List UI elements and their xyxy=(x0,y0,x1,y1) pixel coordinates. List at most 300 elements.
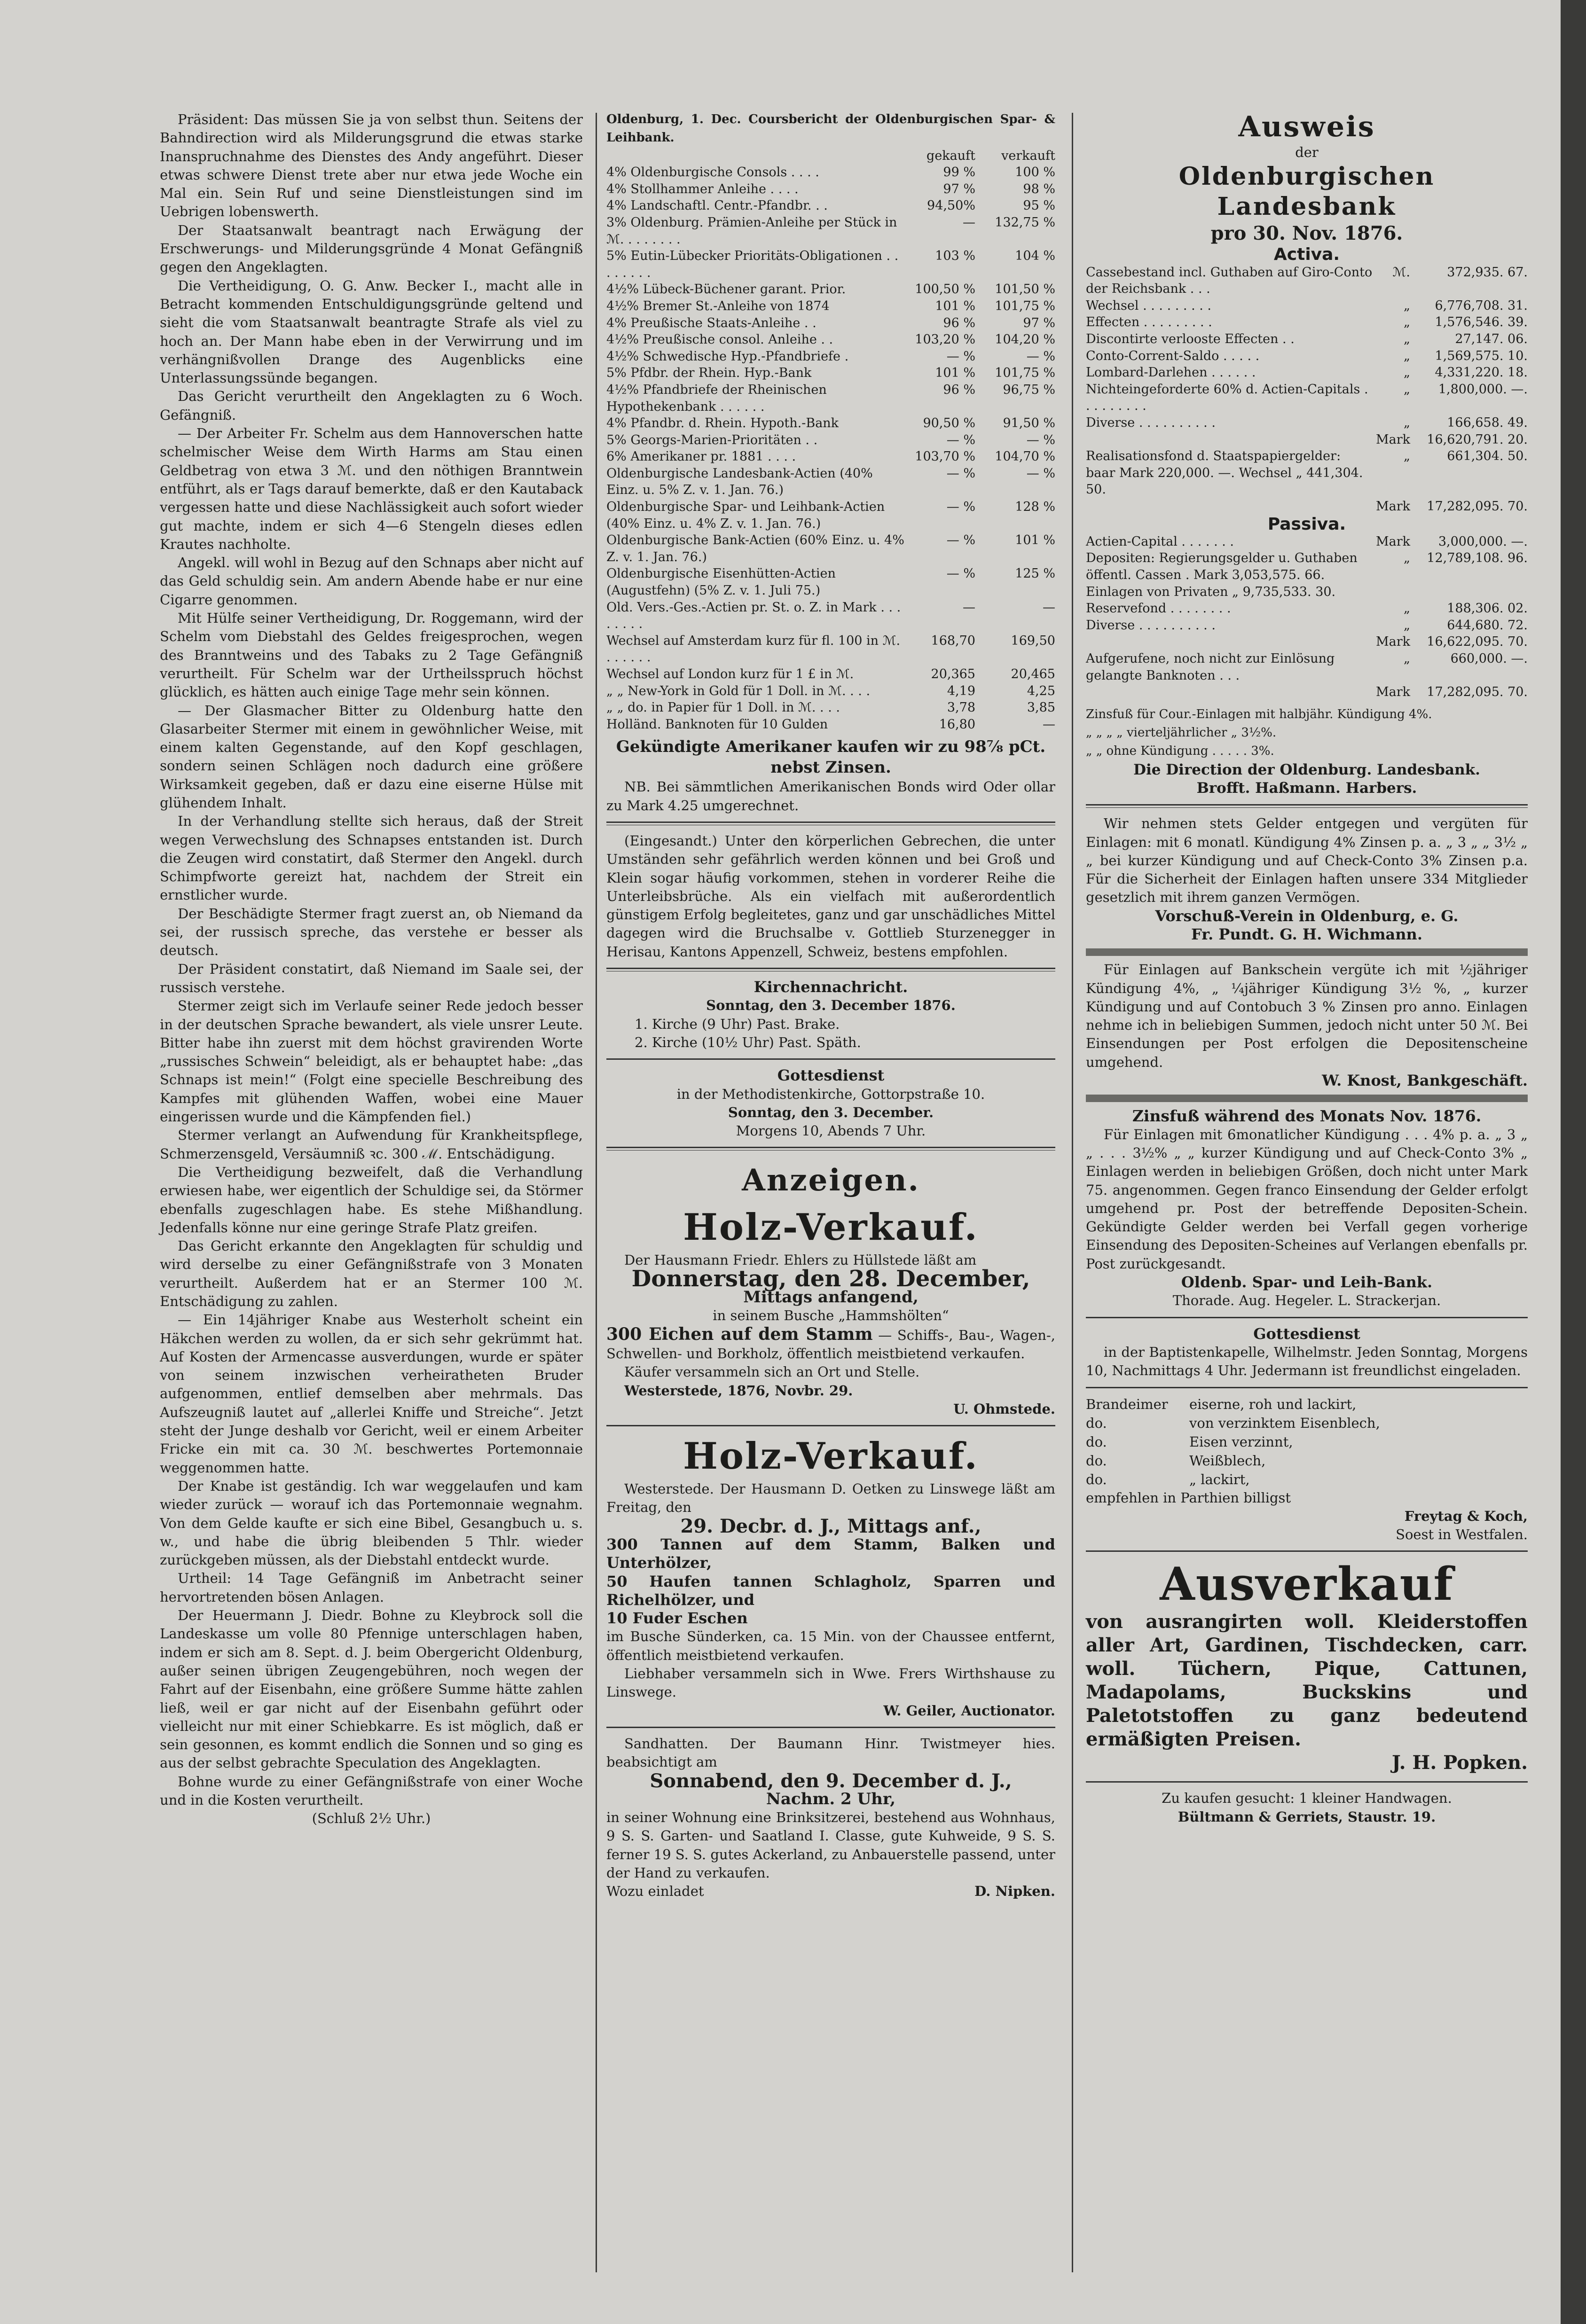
table-header xyxy=(606,148,1055,164)
column-header: gekauft xyxy=(926,148,975,163)
row-label: 4% Oldenburgische Consols . . . . xyxy=(606,165,819,180)
sparbank-name: Oldenb. Spar- und Leih-Bank. xyxy=(1181,1273,1433,1291)
paragraph: Präsident: Das müssen Sie ja von selbst thun. Seitens der Bahndirection wird als Milderungsgrund die etwas starke Inanspruchnahme des Dienstes des Andy angeführt. Dieser etwas schwere Dienst trete aber nur etwa jede Woche ein Mal ein. Sein Ruf und seine Dienstleistungen sind im Uebrigen lobenswerth. xyxy=(160,111,583,220)
row-label: 4½% Pfandbriefe der Rheinischen Hypothekenbank . . . . . . xyxy=(606,382,827,414)
row-value: 169,50 xyxy=(1011,633,1055,648)
divider xyxy=(606,822,1055,825)
row-label: Brandeimer xyxy=(1086,1396,1168,1412)
row-value: „ xyxy=(1404,551,1410,566)
holz-verkauf-title: Holz-Verkauf. xyxy=(683,1435,979,1478)
row-value: 17,282,095. 70. xyxy=(1427,499,1528,514)
paragraph: Stermer verlangt an Aufwendung für Krankheitspflege, Schmerzensgeld, Versäumniß ꝛc. 300 ℳ. Entschädigung. xyxy=(160,1127,583,1162)
row-value: ℳ. xyxy=(1392,265,1410,280)
row-label: 4% Pfandbr. d. Rhein. Hypoth.-Bank xyxy=(606,416,839,431)
row-value: — % xyxy=(1026,432,1055,447)
row-label xyxy=(1086,634,1373,650)
table-row xyxy=(1086,314,1528,331)
row-value: 125 % xyxy=(1015,566,1055,581)
row-label: 5% Georgs-Marien-Prioritäten . . xyxy=(606,432,818,447)
row-label: 4% Stollhammer Anleihe . . . . xyxy=(606,181,799,196)
divider xyxy=(606,1727,1055,1728)
row-value: 3,78 xyxy=(947,700,975,715)
row-label: Oldenburgische Bank-Actien (60% Einz. u. 4% Z. v. 1. Jan. 76.) xyxy=(606,533,904,564)
row-label: Lombard-Darlehen . . . . . . xyxy=(1086,365,1256,380)
ad-signature: U. Ohmstede. xyxy=(953,1401,1055,1417)
paragraph: Die Vertheidigung bezweifelt, daß die Verhandlung erwiesen habe, wer eigentlich der Schuldige sei, da Störmer ebenfalls zugeschlagen habe. Es stehe Mißhandlung. Jedenfalls könne nur eine geringe Strafe Platz greifen. xyxy=(160,1164,583,1236)
row-value: 20,365 xyxy=(931,667,975,681)
paragraph: Der Staatsanwalt beantragt nach Erwägung der Erschwerungs- und Milderungsgründe 4 Monat Gefängniß gegen den Angeklagten. xyxy=(160,222,583,275)
page-edge xyxy=(1561,0,1586,2324)
ad-text: im Busche Sünderken, ca. 15 Min. von der Chaussee entfernt, öffentlich meistbietend verkaufen. xyxy=(606,1628,1055,1663)
gottesdienst-line: Sonntag, den 3. December. xyxy=(728,1104,934,1120)
divider xyxy=(606,1058,1055,1060)
row-label: „ „ New-York in Gold für 1 Doll. in ℳ. . . . xyxy=(606,683,871,698)
row-label: Wechsel . . . . . . . . . xyxy=(1086,298,1211,313)
paragraph: Der Präsident constatirt, daß Niemand im Saale sei, der russisch verstehe. xyxy=(160,961,583,995)
row-label: do. xyxy=(1086,1415,1107,1431)
ausweis-der: der xyxy=(1295,144,1319,160)
table-row xyxy=(1086,600,1528,617)
gottesdienst-line: Morgens 10, Abends 7 Uhr. xyxy=(736,1123,926,1139)
ad-text: empfehlen in Parthien billigst xyxy=(1086,1489,1291,1506)
coursbericht-table xyxy=(606,148,1055,733)
row-value: Mark xyxy=(1375,634,1410,649)
ad-signature: Freytag & Koch, xyxy=(1404,1508,1528,1524)
row-value: 97 % xyxy=(1023,315,1055,330)
paragraph: Das Gericht verurtheilt den Angeklagten zu 6 Woch. Gefängniß. xyxy=(160,388,583,423)
row-label: do. xyxy=(1086,1452,1107,1469)
row-label: Conto-Corrent-Saldo . . . . . xyxy=(1086,348,1260,363)
row-value: 98 % xyxy=(1023,181,1055,196)
ad-text: in seiner Wohnung eine Brinksitzerei, bestehend aus Wohnhaus, 9 S. S. Garten- und Saatland I. Classe, gute Kuhweide, 9 S. S. ferner 19 S. S. gutes Ackerland, zu Anbauerstelle passend, unter der Hand zu verkaufen. xyxy=(606,1809,1055,1881)
kirchen-title: Kirchennachricht. xyxy=(754,978,908,996)
row-label xyxy=(1086,431,1373,448)
row-label: 5% Eutin-Lübecker Prioritäts-Obligationen . . . . . . . . xyxy=(606,249,899,280)
table-row xyxy=(606,348,1055,365)
ad-text: Liebhaber versammeln sich in Wwe. Frers Wirthshause zu Linswege. xyxy=(606,1666,1055,1700)
row-value: 1,569,575. 10. xyxy=(1435,348,1528,363)
ad-date: 29. Decbr. d. J., Mittags anf., xyxy=(680,1515,981,1537)
row-value: 103 % xyxy=(935,249,975,264)
divider xyxy=(1086,804,1528,808)
ausverkauf-signature: J. H. Popken. xyxy=(1391,1752,1528,1774)
row-label: Wechsel auf London kurz für 1 £ in ℳ. xyxy=(606,667,854,681)
row-value: 104,70 % xyxy=(995,449,1055,464)
ad-signature: D. Nipken. xyxy=(974,1883,1055,1900)
table-row xyxy=(606,315,1055,332)
row-label xyxy=(1086,684,1373,701)
row-value: „ xyxy=(1404,601,1410,616)
row-value: „ lackirt, xyxy=(1189,1471,1250,1487)
table-row xyxy=(606,164,1055,181)
ad-text: Westerstede. Der Hausmann D. Oetken zu Linswege läßt am Freitag, den xyxy=(606,1481,1055,1516)
passiva-heading: Passiva. xyxy=(1267,514,1346,534)
ad-item: 300 Tannen auf dem Stamm, Balken und Unterhölzer, xyxy=(606,1535,1055,1572)
row-value: Mark xyxy=(1375,499,1410,514)
row-value: „ xyxy=(1404,365,1410,380)
coursbericht-title: Oldenburg, 1. Dec. Coursbericht der Oldenburgischen Spar- & Leihbank. xyxy=(606,112,1055,145)
table-row xyxy=(1086,617,1528,634)
table-row xyxy=(606,248,1055,281)
row-value: 100 % xyxy=(1015,165,1055,180)
table-row xyxy=(606,633,1055,666)
row-value: 103,70 % xyxy=(915,449,975,464)
paragraph: Urtheil: 14 Tage Gefängniß im Anbetracht seiner hervortretenden bösen Anlagen. xyxy=(160,1570,583,1605)
row-label xyxy=(1086,498,1373,515)
table-row xyxy=(606,716,1055,733)
row-value: 166,658. 49. xyxy=(1447,415,1528,430)
paragraph: Bohne wurde zu einer Gefängnißstrafe von einer Woche und in die Kosten verurtheilt. xyxy=(160,1773,583,1808)
divider xyxy=(1086,1095,1528,1102)
row-label: 4½% Lübeck-Büchener garant. Prior. xyxy=(606,282,846,297)
brandeimer-table xyxy=(1086,1395,1528,1489)
kirchen-line: 1. Kirche (9 Uhr) Past. Brake. xyxy=(635,1016,840,1032)
ad-date: Sonnabend, den 9. December d. J., xyxy=(650,1769,1012,1792)
row-value: 101 % xyxy=(935,366,975,381)
ad-item: 10 Fuder Eschen xyxy=(606,1609,748,1628)
row-value: 96,75 % xyxy=(1003,382,1055,397)
row-label: 5% Pfdbr. der Rhein. Hyp.-Bank xyxy=(606,366,812,381)
row-value: 101 % xyxy=(935,298,975,313)
table-row xyxy=(606,499,1055,532)
row-value: 3,000,000. —. xyxy=(1438,534,1528,549)
paragraph: Der Heuermann J. Diedr. Bohne zu Kleybrock soll die Landeskasse um volle 80 Pfennige unterschlagen haben, indem er sich am 8. Sept. d. J. beim Obergericht Oldenburg, außer seinen übrigen Zeugengebühren, noch wegen der Fahrt auf der Eisenbahn, eine größere Summe hätte zahlen ließ, weil er gar nicht auf der Eisenbahn geführt oder vielleicht nur mit einer Schiebkarre. Es ist möglich, daß er sein gesonnen, es kommt endlich die Sonnen und so ging es aus der selbst gebrachte Speculation des Angeklagten. xyxy=(160,1607,583,1771)
table-row xyxy=(1086,684,1528,701)
row-value: 95 % xyxy=(1023,198,1055,213)
row-value: — % xyxy=(946,566,975,581)
direction-title: Die Direction der Oldenburg. Landesbank. xyxy=(1133,761,1480,778)
table-row xyxy=(606,666,1055,683)
column-header: verkauft xyxy=(1001,148,1055,163)
row-label: Realisationsfond d. Staatspapiergelder: baar Mark 220,000. —. Wechsel „ 441,304. 50. xyxy=(1086,449,1363,497)
table-row xyxy=(606,532,1055,565)
row-value: 20,465 xyxy=(1011,667,1055,681)
row-label: do. xyxy=(1086,1433,1107,1450)
zins-line: „ „ ohne Kündigung . . . . . 3%. xyxy=(1086,744,1274,759)
row-value: — xyxy=(963,215,975,230)
row-label: Aufgerufene, noch nicht zur Einlösung gelangte Banknoten . . . xyxy=(1086,651,1335,683)
column-rule xyxy=(1072,113,1073,2272)
row-label: Depositen: Regierungsgelder u. Guthaben öffentl. Cassen . Mark 3,053,575. 66. Einlagen von Privaten „ 9,735,533. 30. xyxy=(1086,551,1358,599)
row-label: do. xyxy=(1086,1471,1107,1487)
gesucht-signature: Bültmann & Gerriets, Staustr. 19. xyxy=(1178,1808,1436,1825)
row-value: 132,75 % xyxy=(995,215,1055,230)
paragraph: Die Vertheidigung, O. G. Anw. Becker I., macht alle in Betracht kommenden Entschuldigungsgründe geltend und sieht die vom Staatsanwalt beantragte Strafe als viel zu hoch an. Der Mann habe eben in der Verwirrung und im verhängnißvollen Drange des Augenblicks eine Unterlassungssünde begangen. xyxy=(160,277,583,386)
row-value: „ xyxy=(1404,651,1410,666)
row-value: 101 % xyxy=(1015,533,1055,548)
knost-signature: W. Knost, Bankgeschäft. xyxy=(1322,1072,1528,1090)
table-row xyxy=(1086,264,1528,297)
table-row xyxy=(1086,348,1528,365)
closing-note: (Schluß 2½ Uhr.) xyxy=(312,1810,431,1827)
table-row xyxy=(606,683,1055,700)
table-row xyxy=(606,432,1055,449)
table-row xyxy=(1086,1451,1528,1470)
table-row xyxy=(1086,415,1528,431)
row-label: „ „ do. in Papier für 1 Doll. in ℳ. . . . xyxy=(606,700,840,715)
table-row xyxy=(1086,1432,1528,1451)
divider xyxy=(1086,1317,1528,1318)
row-label: Oldenburgische Spar- und Leihbank-Actien (40% Einz. u. 4% Z. v. 1. Jan. 76.) xyxy=(606,500,885,531)
row-value: 660,000. —. xyxy=(1450,651,1528,666)
paragraph: — Ein 14jähriger Knabe aus Westerholt scheint ein Häkchen werden zu wollen, da er sich sehr gekrümmt hat. Auf Kosten der Armencasse ausverdungen, wurde er später von seinem inzwischen verheiratheten Bruder aufgenommen, entlief demselben aber mehrmals. Das Aufszeugniß lautet auf „allerlei Kniffe und Streiche“. Jetzt steht der Junge deshalb vor Gericht, weil er einem Arbeiter Fricke ein mit ca. 30 ℳ. beschwertes Portemonnaie weggenommen hatte. xyxy=(160,1312,583,1476)
row-value: 104,20 % xyxy=(995,332,1055,347)
row-value: 1,576,546. 39. xyxy=(1435,315,1528,330)
ad-text: Wozu einladet xyxy=(606,1883,704,1900)
row-value: 27,147. 06. xyxy=(1455,331,1528,346)
row-value: 16,620,791. 20. xyxy=(1427,432,1528,447)
paragraph: — Der Glasmacher Bitter zu Oldenburg hatte den Glasarbeiter Stermer mit einem in gewöhnlicher Weise, mit einem kalten Gegenstande, auf den Kopf geschlagen, sondern seinen Schlägen noch dadurch eine größere Wirksamkeit gegeben, daß er dazu eine eiserne Hülse mit glühendem Inhalt. xyxy=(160,702,583,811)
ad-item: 50 Haufen tannen Schlagholz, Sparren und Richelhölzer, und xyxy=(606,1572,1055,1609)
row-label: Holländ. Banknoten für 10 Gulden xyxy=(606,717,828,732)
row-value: Mark xyxy=(1375,685,1410,700)
ausweis-date: pro 30. Nov. 1876. xyxy=(1210,222,1403,245)
row-value: Mark xyxy=(1375,432,1410,447)
row-value: 661,304. 50. xyxy=(1447,449,1528,464)
sparbank-signature: Thorade. Aug. Hegeler. L. Strackerjan. xyxy=(1172,1292,1441,1309)
right-column xyxy=(1086,110,1528,1826)
gottesdienst-title: Gottesdienst xyxy=(1253,1324,1360,1343)
ad-signature: W. Geiler, Auctionator. xyxy=(883,1702,1055,1719)
table-row xyxy=(1086,550,1528,600)
row-value: „ xyxy=(1404,449,1410,464)
row-value: 96 % xyxy=(943,315,975,330)
row-value: 3,85 xyxy=(1027,700,1055,715)
table-row xyxy=(1086,1414,1528,1432)
row-label: 4% Preußische Staats-Anleihe . . xyxy=(606,315,817,330)
paragraph: In der Verhandlung stellte sich heraus, daß der Streit wegen Verwechslung des Schnapses entstanden ist. Durch die Zeugen wird constatirt, daß Stermer den Angekl. durch Schimpfworte gereizt hat, nachdem der Streit ein ernstlicher wurde. xyxy=(160,813,583,903)
row-value: 103,20 % xyxy=(915,332,975,347)
table-row xyxy=(606,448,1055,465)
row-value: — % xyxy=(946,500,975,515)
paragraph: Der Knabe ist geständig. Ich war weggelaufen und kam wieder zurück — worauf ich das Portemonnaie wegnahm. Von dem Gelde kaufte er sich eine Bibel, Gesangbuch u. s. w., und habe die übrig bleibenden 5 Thlr. wieder zurückgeben müssen, als der Diebstahl entdeckt wurde. xyxy=(160,1478,583,1568)
row-value: eiserne, roh und lackirt, xyxy=(1189,1396,1357,1412)
row-value: „ xyxy=(1404,298,1410,313)
paragraph: Stermer zeigt sich im Verlaufe seiner Rede jedoch besser in der deutschen Sprache bewandert, als viele unsrer Leute. Bitter habe ihn zuerst mit dem höchst gravirenden Worte „russisches Schwein“ beleidigt, als er behauptet habe: „das Schnaps ist mein!“ (Folgt eine specielle Beschreibung des Kampfes mit glühenden Waffen, wobei eine Mauer eingerissen wurde und die Kämpfenden fiel.) xyxy=(160,998,583,1125)
ad-time: Nachm. 2 Uhr, xyxy=(766,1789,896,1808)
table-row xyxy=(1086,498,1528,515)
row-label: Effecten . . . . . . . . . xyxy=(1086,315,1212,330)
row-label: Diverse . . . . . . . . . . xyxy=(1086,618,1216,633)
row-value: „ xyxy=(1404,331,1410,346)
row-value: 96 % xyxy=(943,382,975,397)
ausweis-title: Ausweis xyxy=(1238,110,1375,143)
table-row xyxy=(1086,364,1528,381)
anzeigen-heading: Anzeigen. xyxy=(742,1163,920,1198)
ad-signature: Soest in Westfalen. xyxy=(1396,1526,1528,1543)
holz-verkauf-title: Holz-Verkauf. xyxy=(683,1206,979,1249)
row-label: Cassebestand incl. Guthaben auf Giro-Conto der Reichsbank . . . xyxy=(1086,265,1373,297)
table-row xyxy=(1086,1470,1528,1489)
row-value: 644,680. 72. xyxy=(1447,618,1528,633)
row-value: 101,50 % xyxy=(995,282,1055,297)
table-row xyxy=(1086,650,1528,684)
gottesdienst-line: in der Methodistenkirche, Gottorpstraße 10. xyxy=(676,1086,985,1102)
activa-heading: Activa. xyxy=(1273,245,1340,265)
row-label: 4½% Preußische consol. Anleihe . . xyxy=(606,332,833,347)
table-row xyxy=(606,415,1055,432)
ad-text: Sandhatten. Der Baumann Hinr. Twistmeyer hies. beabsichtigt am xyxy=(606,1735,1055,1770)
row-value: „ xyxy=(1404,348,1410,363)
sparbank-title: Zinsfuß während des Monats Nov. 1876. xyxy=(1132,1107,1482,1126)
row-value: 4,25 xyxy=(1027,683,1055,698)
row-label: Diverse . . . . . . . . . . xyxy=(1086,415,1216,430)
divider xyxy=(1086,1781,1528,1783)
passiva-table xyxy=(1086,533,1528,701)
row-label: 4½% Schwedische Hyp.-Pfandbriefe . xyxy=(606,349,849,364)
table-row xyxy=(606,298,1055,315)
row-label: 4% Landschaftl. Centr.-Pfandbr. . . xyxy=(606,198,828,213)
row-value: 94,50% xyxy=(927,198,975,213)
row-label: Reservefond . . . . . . . . xyxy=(1086,601,1231,616)
table-row xyxy=(606,181,1055,198)
ad-time: Mittags anfangend, xyxy=(743,1288,919,1307)
eingesandt-text: (Eingesandt.) Unter den körperlichen Gebrechen, die unter Umständen sehr gefährlich werden können und bei Groß und Klein sogar häufig vorkommen, stehen in vorderer Reihe die Unterleibsbrüche. Als ein vielfach mit außerordentlich günstigem Erfolg begleitetes, ganz und gar unschädliches Mittel dagegen wird die Bruchsalbe v. Gottlieb Sturzenegger in Herisau, Kantons Appenzell, Schweiz, bestens empfohlen. xyxy=(606,832,1055,960)
row-value: 16,80 xyxy=(939,717,975,732)
row-value: — xyxy=(963,600,975,615)
gesucht-text: Zu kaufen gesucht: 1 kleiner Handwagen. xyxy=(1162,1790,1452,1807)
table-row xyxy=(1086,448,1528,498)
row-value: 4,19 xyxy=(947,683,975,698)
row-value: 104 % xyxy=(1015,249,1055,264)
kirchen-date: Sonntag, den 3. December 1876. xyxy=(706,997,956,1014)
ad-place: in seinem Busche „Hammshölten“ xyxy=(713,1307,949,1324)
bank-name: Oldenburgischen Landesbank xyxy=(1178,162,1435,221)
table-row xyxy=(606,382,1055,415)
row-value: „ xyxy=(1404,415,1410,430)
row-value: „ xyxy=(1404,618,1410,633)
table-row xyxy=(606,599,1055,633)
divider xyxy=(1086,1550,1528,1552)
gottesdienst-title: Gottesdienst xyxy=(777,1066,885,1085)
row-value: — % xyxy=(1026,349,1055,364)
divider xyxy=(1086,1387,1528,1388)
ad-text: Käufer versammeln sich an Ort und Stelle. xyxy=(624,1364,920,1380)
row-label: Actien-Capital . . . . . . . xyxy=(1086,534,1234,549)
table-row xyxy=(1086,381,1528,415)
row-value: — % xyxy=(946,349,975,364)
gottesdienst-text: in der Baptistenkapelle, Wilhelmstr. Jeden Sonntag, Morgens 10, Nachmittags 4 Uhr. Jedermann ist freundlichst eingeladen. xyxy=(1086,1344,1528,1379)
paragraph: Der Beschädigte Stermer fragt zuerst an, ob Niemand da sei, der russisch spreche, das verstehe er besser als deutsch. xyxy=(160,905,583,959)
table-row xyxy=(606,214,1055,248)
table-row xyxy=(1086,297,1528,314)
row-value: 188,306. 02. xyxy=(1447,601,1528,616)
table-row xyxy=(606,281,1055,298)
divider xyxy=(606,968,1055,971)
row-label: Discontirte verlooste Effecten . . xyxy=(1086,331,1295,346)
divider xyxy=(1086,948,1528,956)
knost-text: Für Einlagen auf Bankschein vergüte ich mit ½jähriger Kündigung 4%, „ ¼jähriger Kündigung 3½ %, „ kurzer Kündigung und auf Contobuch 3 % Zinsen pro anno. Einlagen nehme ich in beliebigen Summen, jedoch nicht unter 50 ℳ. Bei Einsendungen per Post erfolgen die Depositenscheine umgehend. xyxy=(1086,962,1528,1070)
paragraph: Das Gericht erkannte den Angeklagten für schuldig und wird derselbe zu einer Gefängnißstrafe von 3 Monaten verurtheilt. Außerdem hat er an Stermer 100 ℳ. Entschädigung zu zahlen. xyxy=(160,1238,583,1309)
ad-date: Westerstede, 1876, Novbr. 29. xyxy=(624,1382,853,1399)
table-row xyxy=(1086,634,1528,650)
row-value: 101,75 % xyxy=(995,298,1055,313)
table-row xyxy=(1086,431,1528,448)
row-value: 101,75 % xyxy=(995,366,1055,381)
table-row xyxy=(606,331,1055,348)
row-value: Eisen verzinnt, xyxy=(1189,1433,1293,1450)
ad-highlight: 300 Eichen auf dem Stamm xyxy=(606,1324,873,1344)
row-value: 99 % xyxy=(943,165,975,180)
row-value: — xyxy=(1043,717,1055,732)
ad-text: Der Hausmann Friedr. Ehlers zu Hüllstede läßt am xyxy=(624,1252,977,1268)
row-value: 4,331,220. 18. xyxy=(1435,365,1528,380)
table-row xyxy=(606,465,1055,499)
row-value: 17,282,095. 70. xyxy=(1427,685,1528,700)
row-label: 4½% Bremer St.-Anleihe von 1874 xyxy=(606,298,830,313)
activa-table xyxy=(1086,264,1528,515)
row-value: 168,70 xyxy=(931,633,975,648)
row-value: 372,935. 67. xyxy=(1447,265,1528,280)
row-value: 12,789,108. 96. xyxy=(1427,551,1528,566)
zins-line: „ „ „ „ vierteljährlicher „ 3½%. xyxy=(1086,726,1277,740)
zins-line: Zinsfuß für Cour.-Einlagen mit halbjähr. Kündigung 4%. xyxy=(1086,707,1432,721)
paragraph: Mit Hülfe seiner Vertheidigung, Dr. Roggemann, wird der Schelm vom Diebstahl des Geldes freigesprochen, wegen des Branntweins und des Tabaks zu 2 Tage Gefängniß verurtheilt. Für Schelm war der Urtheilsspruch höchst glücklich, es hätten auch einige Tage mehr sein können. xyxy=(160,610,583,700)
divider xyxy=(606,1147,1055,1150)
row-value: — % xyxy=(946,432,975,447)
middle-column xyxy=(606,110,1055,1901)
row-value: 100,50 % xyxy=(915,282,975,297)
row-value: 97 % xyxy=(943,181,975,196)
table-row xyxy=(606,699,1055,716)
row-value: 16,622,095. 70. xyxy=(1427,634,1528,649)
court-report-column xyxy=(160,110,583,1828)
row-value: 128 % xyxy=(1015,500,1055,515)
row-value: 91,50 % xyxy=(1003,416,1055,431)
direction-names: Brofft. Haßmann. Harbers. xyxy=(1196,779,1417,797)
row-value: Weißblech, xyxy=(1189,1452,1266,1469)
sparbank-text: Für Einlagen mit 6monatlicher Kündigung . . . 4% p. a. „ 3 „ „ . . . 3½% „ „ kurzer Kündigung und auf Check-Conto 3% „ Einlagen werden in beliebigen Größen, doch nicht unter Mark 75. angenommen. Gegen franco Einsendung der Gelder erfolgt umgehend pr. Post der betreffende Depositen-Schein. Gekündigte Gelder werden bei Verfall gegen vorherige Einsendung des Depositen-Scheines auf Verlangen ebenfalls pr. Post zurückgesandt. xyxy=(1086,1126,1528,1272)
row-label: Oldenburgische Landesbank-Actien (40% Einz. u. 5% Z. v. 1. Jan. 76.) xyxy=(606,466,873,498)
row-label: Oldenburgische Eisenhütten-Actien (Augustfehn) (5% Z. v. 1. Juli 75.) xyxy=(606,566,836,598)
row-label: Nichteingeforderte 60% d. Actien-Capitals . . . . . . . . . xyxy=(1086,382,1368,414)
vorschuss-text: Wir nehmen stets Gelder entgegen und vergüten für Einlagen: mit 6 monatl. Kündigung 4% Zinsen p. a. „ 3 „ „ 3½ „ „ bei kurzer Kündigung und auf Check-Conto 3% Zinsen p.a. Für die Sicherheit der Einlagen haften unsere 334 Mitglieder gesetzlich mit ihrem ganzen Vermögen. xyxy=(1086,815,1528,906)
table-row xyxy=(606,565,1055,599)
ad-date: Donnerstag, den 28. December, xyxy=(631,1265,1030,1292)
paragraph: — Der Arbeiter Fr. Schelm aus dem Hannoverschen hatte schelmischer Weise dem Wirth Harms am Stau einen Geldbetrag von etwa 3 ℳ. und den nöthigen Branntwein entführt, als er Tags darauf bemerkte, daß er den Kautaback vergessen hatte und diese Nachlässigkeit auch sofort wieder gut machte, indem er sich 4—6 Stengeln dieses edlen Krautes nachholte. xyxy=(160,425,583,552)
table-row xyxy=(1086,533,1528,550)
table-row xyxy=(1086,1395,1528,1414)
amerikaner-notice: Gekündigte Amerikaner kaufen wir zu 98⅞ pCt. nebst Zinsen. xyxy=(616,737,1046,777)
ausverkauf-text: von ausrangirten woll. Kleiderstoffen aller Art, Gardinen, Tischdecken, carr. woll. Tüchern, Pique, Cattunen, Madapolams, Buckskins und Paletotstoffen zu ganz bedeutend ermäßigten Preisen. xyxy=(1086,1611,1528,1751)
vorschuss-name: Vorschuß-Verein in Oldenburg, e. G. xyxy=(1155,907,1459,925)
row-value: 6,776,708. 31. xyxy=(1435,298,1528,313)
row-label: 3% Oldenburg. Prämien-Anleihe per Stück in ℳ. . . . . . . . xyxy=(606,215,897,247)
row-label: 6% Amerikaner pr. 1881 . . . . xyxy=(606,449,796,464)
nb-note: NB. Bei sämmtlichen Amerikanischen Bonds wird Oder ollar zu Mark 4.25 umgerechnet. xyxy=(606,779,1055,814)
row-value: Mark xyxy=(1375,534,1410,549)
ad-text: — Schiffs-, Bau-, Wagen-, Schwellen- und Borkholz, öffentlich meistbietend verkaufen. xyxy=(606,1327,1056,1362)
paragraph: Angekl. will wohl in Bezug auf den Schnaps aber nicht auf das Geld schuldig sein. Am andern Abende habe er nur eine Cigarre genommen. xyxy=(160,555,583,608)
row-label: Old. Vers.-Ges.-Actien pr. St. o. Z. in Mark . . . . . . . . xyxy=(606,600,901,632)
kirchen-line: 2. Kirche (10½ Uhr) Past. Späth. xyxy=(635,1034,861,1050)
row-value: — xyxy=(1043,600,1055,615)
table-row xyxy=(606,197,1055,214)
vorschuss-signature: Fr. Pundt. G. H. Wichmann. xyxy=(1191,925,1422,943)
ausverkauf-title: Ausverkauf xyxy=(1160,1557,1454,1611)
row-value: von verzinktem Eisenblech, xyxy=(1189,1415,1380,1431)
column-rule xyxy=(596,113,597,2272)
row-value: 1,800,000. —. xyxy=(1438,382,1528,397)
row-value: — % xyxy=(946,533,975,548)
row-value: „ xyxy=(1404,382,1410,397)
row-label: Wechsel auf Amsterdam kurz für fl. 100 in ℳ. . . . . . . xyxy=(606,633,901,665)
row-value: — % xyxy=(1026,466,1055,481)
row-value: — % xyxy=(946,466,975,481)
row-value: 90,50 % xyxy=(923,416,975,431)
row-value: „ xyxy=(1404,315,1410,330)
table-row xyxy=(1086,331,1528,348)
